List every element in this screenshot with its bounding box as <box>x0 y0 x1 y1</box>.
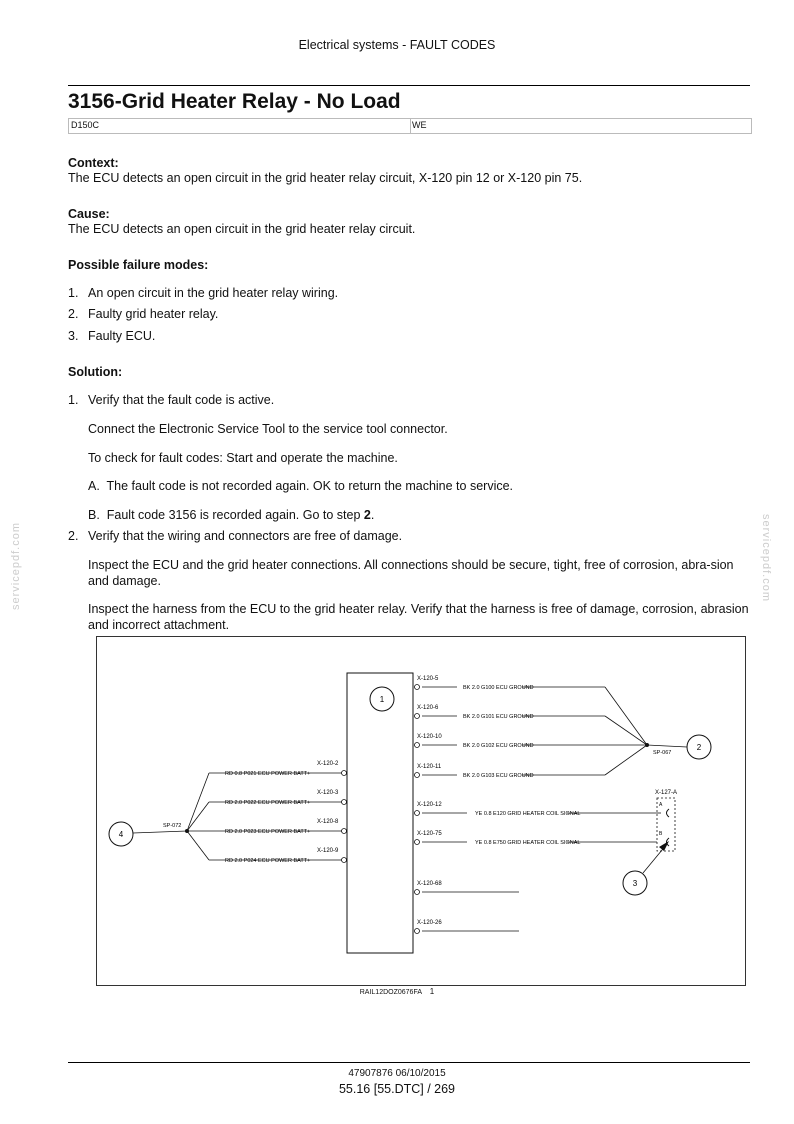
connector-label: X-120-5 <box>417 676 439 682</box>
option-b: B. Fault code 3156 is recorded again. Go to step 2. <box>88 508 375 522</box>
footer-doc-number: 47907876 06/10/2015 <box>348 1068 446 1079</box>
connector-label: X-120-68 <box>417 881 442 887</box>
figure-caption: RAIL12DOZ0676FA 1 <box>359 987 435 996</box>
option-a: A. The fault code is not recorded again. OK to return the machine to service. <box>88 479 514 493</box>
context-heading: Context: <box>68 156 119 170</box>
connector-label: X-120-8 <box>317 819 339 825</box>
wire-label: YE 0.8 E120 GRID HEATER COIL SIGNAL <box>475 811 581 817</box>
watermark-left: servicepdf.com <box>9 522 22 610</box>
connector-label: X-120-75 <box>417 831 442 837</box>
relay-pin: B <box>659 831 663 837</box>
page-title: 3156-Grid Heater Relay - No Load <box>68 90 401 113</box>
wire-label: RD 2.0 P022 ECU POWER BATT+ <box>225 800 311 806</box>
footer-page-number: 55.16 [55.DTC] / 269 <box>338 1082 456 1096</box>
step-paragraph: Connect the Electronic Service Tool to the service tool connector. <box>88 422 448 436</box>
callout-3: 3 <box>632 879 638 888</box>
connector-label: X-120-26 <box>417 920 442 926</box>
splice-label: SP-072 <box>163 823 182 829</box>
model-cell: D150C <box>71 120 100 130</box>
model-table <box>68 118 752 134</box>
step-paragraph: Inspect the ECU and the grid heater connections. All connections should be secure, tight, free of corrosion, abra-sion and damage. <box>88 558 734 588</box>
splice-label: SP-067 <box>653 750 672 756</box>
wire-label: RD 0.8 P021 ECU POWER BATT+ <box>225 771 311 777</box>
step-paragraph: To check for fault codes: Start and operate the machine. <box>88 451 398 465</box>
wiring-diagram <box>96 636 746 986</box>
relay-pin: A <box>659 802 663 808</box>
solution-heading: Solution: <box>68 365 123 379</box>
connector-label: X-120-12 <box>417 802 442 808</box>
cause-text: The ECU detects an open circuit in the grid heater relay circuit. <box>68 222 416 236</box>
wire-label: BK 2.0 G101 ECU GROUND <box>463 714 534 720</box>
footer-rule <box>68 1062 750 1063</box>
model-cell: WE <box>412 120 427 130</box>
cause-heading: Cause: <box>68 207 110 221</box>
connector-label: X-120-10 <box>417 734 442 740</box>
callout-2: 2 <box>696 743 702 752</box>
callout-1: 1 <box>379 695 385 704</box>
connector-label: X-120-3 <box>317 790 339 796</box>
header-rule <box>68 85 750 86</box>
context-text: The ECU detects an open circuit in the grid heater relay circuit, X-120 pin 12 or X-120 pin 75. <box>68 171 583 185</box>
callout-4: 4 <box>118 830 124 839</box>
failure-modes-heading: Possible failure modes: <box>68 258 209 272</box>
step-paragraph: Inspect the harness from the ECU to the grid heater relay. Verify that the harness is free of damage, corrosion, abrasion and incorrect attachment. <box>88 602 749 632</box>
wire-label: YE 0.8 E750 GRID HEATER COIL SIGNAL <box>475 840 581 846</box>
relay-connector-label: X-127-A <box>655 790 678 796</box>
wire-label: BK 2.0 G100 ECU GROUND <box>463 685 534 691</box>
wire-label: RD 2.0 P024 ECU POWER BATT+ <box>225 858 311 864</box>
connector-label: X-120-2 <box>317 761 339 767</box>
connector-label: X-120-9 <box>317 848 339 854</box>
connector-label: X-120-6 <box>417 705 439 711</box>
wire-label: RD 2.0 P023 ECU POWER BATT+ <box>225 829 311 835</box>
watermark-right: servicepdf.com <box>759 514 772 602</box>
wire-label: BK 2.0 G103 ECU GROUND <box>463 773 534 779</box>
wire-label: BK 2.0 G102 ECU GROUND <box>463 743 534 749</box>
connector-label: X-120-11 <box>417 764 442 770</box>
page-header: Electrical systems - FAULT CODES <box>298 38 496 52</box>
